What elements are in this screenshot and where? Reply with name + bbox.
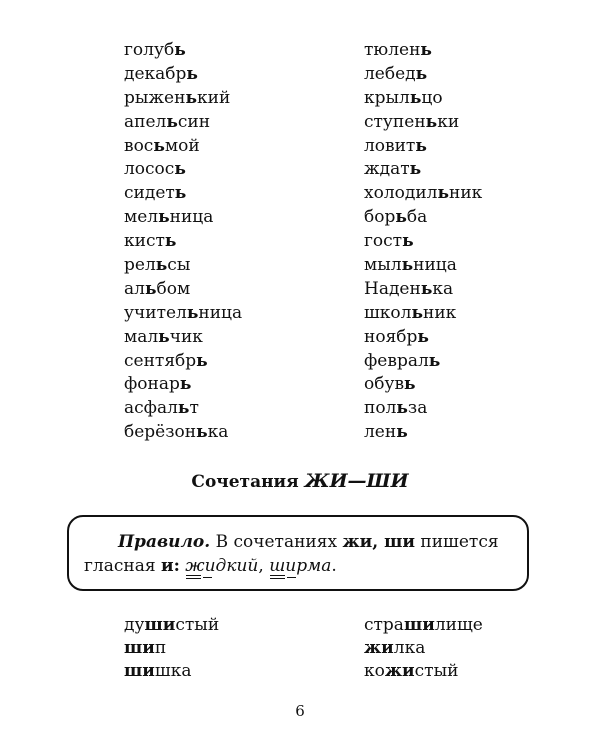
word-part: цо	[421, 87, 443, 108]
word-item	[364, 614, 483, 637]
word-part: асфал	[124, 398, 178, 419]
word-item	[364, 302, 482, 326]
word-part: ко	[364, 661, 385, 681]
word-item	[124, 111, 242, 135]
word-part: шка	[154, 661, 192, 681]
rule-example-1-post: дкий	[215, 556, 259, 576]
word-part: бор	[364, 207, 396, 228]
word-item	[364, 350, 482, 374]
word-item	[124, 278, 242, 302]
word-part: лище	[434, 615, 483, 635]
right-word-column	[364, 39, 482, 445]
word-part: сидет	[124, 183, 175, 204]
word-highlight: ь	[437, 183, 450, 204]
word-item	[364, 421, 482, 445]
word-part: мал	[124, 326, 159, 347]
word-part: сы	[167, 255, 191, 276]
word-part: учител	[124, 302, 187, 323]
word-highlight: ь	[196, 422, 208, 443]
word-item	[364, 230, 482, 254]
word-item	[124, 614, 219, 637]
word-highlight: ь	[179, 374, 192, 395]
word-part: обув	[364, 374, 405, 395]
word-highlight: ь	[396, 422, 408, 443]
word-part: тюлен	[364, 40, 421, 60]
word-highlight: жи	[364, 638, 394, 658]
word-highlight: ь	[428, 350, 441, 371]
word-part: ка	[207, 422, 229, 443]
word-item	[364, 660, 483, 683]
word-part: Наден	[364, 278, 421, 299]
word-highlight: ши	[144, 615, 176, 635]
word-part: вос	[124, 135, 154, 156]
word-part: стра	[364, 615, 404, 635]
word-part: лебед	[364, 63, 416, 84]
word-item	[124, 421, 242, 445]
word-part: ница	[198, 302, 243, 323]
section-title	[0, 470, 600, 492]
word-highlight: ь	[174, 40, 186, 60]
word-item	[124, 373, 242, 397]
word-part: лка	[393, 638, 426, 658]
right-word-column-2	[364, 614, 483, 683]
rule-line-2	[84, 556, 337, 576]
word-part: кий	[197, 87, 231, 108]
word-highlight: ь	[404, 374, 416, 395]
left-word-column	[124, 39, 242, 445]
word-item	[124, 326, 242, 350]
word-highlight: ь	[164, 231, 177, 252]
word-item	[364, 373, 482, 397]
word-highlight: ь	[174, 159, 186, 180]
word-part: феврал	[364, 350, 429, 371]
rule-example-2	[269, 556, 331, 576]
word-part: школ	[364, 302, 412, 323]
word-item	[364, 637, 483, 660]
word-highlight: ь	[411, 302, 424, 323]
word-highlight: ь	[144, 278, 157, 299]
word-item	[124, 254, 242, 278]
word-highlight: ь	[425, 111, 438, 132]
word-part: ки	[437, 111, 460, 132]
word-part: гост	[364, 231, 403, 252]
word-part: рел	[124, 255, 156, 276]
word-item	[124, 660, 219, 683]
rule-example-1-pre: ж	[185, 556, 205, 576]
double-underline-mark	[270, 575, 285, 579]
word-item	[364, 87, 482, 111]
word-highlight: ь	[417, 326, 429, 347]
word-part: рыжен	[124, 87, 186, 108]
word-item	[364, 182, 482, 206]
word-part: чик	[169, 326, 203, 347]
word-item	[124, 230, 242, 254]
word-highlight: ь	[401, 255, 414, 276]
word-part: стый	[175, 615, 220, 635]
word-highlight: ь	[415, 135, 427, 156]
rule-text-3: гласная	[84, 556, 161, 576]
word-item	[364, 63, 482, 87]
word-part: холодил	[364, 183, 438, 204]
word-highlight: ши	[124, 661, 155, 681]
page-number: 6	[295, 702, 305, 720]
word-item	[364, 278, 482, 302]
rule-example-2-vowel: и	[285, 556, 297, 576]
word-highlight: ь	[166, 111, 178, 132]
word-item	[124, 158, 242, 182]
dash-underline-mark	[287, 577, 296, 578]
word-item	[124, 206, 242, 230]
word-highlight: ь	[415, 63, 428, 84]
word-item	[364, 206, 482, 230]
word-highlight: ь	[185, 87, 197, 108]
rule-box	[67, 515, 529, 591]
word-item	[124, 87, 242, 111]
word-part: ждат	[364, 159, 410, 180]
word-part: ка	[432, 278, 454, 299]
word-highlight: ь	[155, 255, 168, 276]
word-item	[364, 158, 482, 182]
word-part: сентябр	[124, 350, 197, 371]
word-part: ник	[423, 302, 457, 323]
word-part: п	[154, 638, 167, 658]
rule-example-1-vowel: и	[204, 556, 216, 576]
word-highlight: ь	[174, 183, 187, 204]
word-part: декабр	[124, 63, 187, 84]
word-part: ба	[406, 207, 428, 228]
word-part: ал	[124, 278, 145, 299]
section-title-syllables: ЖИ—ШИ	[304, 470, 409, 492]
rule-end: .	[331, 556, 337, 576]
word-part: ница	[169, 207, 214, 228]
word-part: мой	[164, 135, 200, 156]
word-item	[364, 254, 482, 278]
word-highlight: ь	[409, 159, 422, 180]
word-part: ница	[413, 255, 457, 276]
section-title-prefix: Сочетания	[191, 472, 305, 492]
word-highlight: ь	[420, 40, 432, 60]
word-part: ноябр	[364, 326, 418, 347]
word-part: лен	[364, 422, 397, 443]
rule-example-2-pre: ш	[269, 556, 286, 576]
word-highlight: ь	[396, 398, 408, 419]
word-item	[124, 63, 242, 87]
word-part: т	[189, 398, 199, 419]
word-part: берёзон	[124, 422, 197, 443]
rule-line-1	[118, 532, 499, 552]
word-highlight: ь	[186, 302, 199, 323]
word-part: фонар	[124, 374, 180, 395]
word-item	[124, 637, 219, 660]
rule-text-2: пишется	[414, 532, 499, 552]
word-item	[124, 302, 242, 326]
word-item	[364, 111, 482, 135]
rule-example-1	[185, 556, 258, 576]
word-highlight: ь	[402, 231, 414, 252]
word-item	[364, 135, 482, 159]
word-highlight: ь	[395, 207, 407, 228]
word-highlight: ь	[158, 326, 170, 347]
word-part: стый	[414, 661, 459, 681]
word-item	[364, 39, 482, 63]
word-highlight: ь	[420, 278, 433, 299]
word-item	[124, 135, 242, 159]
word-item	[124, 182, 242, 206]
word-item	[124, 350, 242, 374]
rule-label: Правило.	[118, 532, 211, 552]
rule-separator: ,	[258, 556, 270, 576]
word-item	[364, 397, 482, 421]
word-part: мел	[124, 207, 159, 228]
word-highlight: жи	[384, 661, 415, 681]
word-highlight: ши	[124, 638, 155, 658]
word-highlight: ь	[177, 398, 190, 419]
word-highlight: ь	[186, 63, 198, 84]
word-part: бом	[156, 278, 191, 299]
rule-example-2-post: рма	[296, 556, 332, 576]
word-part: ловит	[364, 135, 416, 156]
word-part: ду	[124, 615, 145, 635]
left-word-column-2	[124, 614, 219, 683]
word-item	[124, 39, 242, 63]
word-highlight: ь	[196, 350, 208, 371]
dash-underline-mark	[203, 577, 212, 578]
word-part: син	[177, 111, 211, 132]
word-part: мыл	[364, 255, 402, 276]
rule-bold-2: и:	[160, 556, 180, 576]
word-highlight: ь	[153, 135, 165, 156]
word-item	[124, 397, 242, 421]
double-underline-mark	[186, 575, 201, 579]
word-part: кист	[124, 231, 165, 252]
word-part: апел	[124, 111, 167, 132]
word-part: за	[407, 398, 428, 419]
word-part: крыл	[364, 87, 410, 108]
word-part: голуб	[124, 40, 175, 60]
rule-text-1: В сочетаниях	[210, 532, 343, 552]
word-part: ступен	[364, 111, 426, 132]
word-part: ник	[449, 183, 483, 204]
word-highlight: ь	[409, 87, 422, 108]
rule-bold-1: жи, ши	[342, 532, 415, 552]
word-part: пол	[364, 398, 397, 419]
word-highlight: ь	[158, 207, 170, 228]
word-part: лосос	[124, 159, 175, 180]
word-highlight: ши	[403, 615, 435, 635]
word-item	[364, 326, 482, 350]
